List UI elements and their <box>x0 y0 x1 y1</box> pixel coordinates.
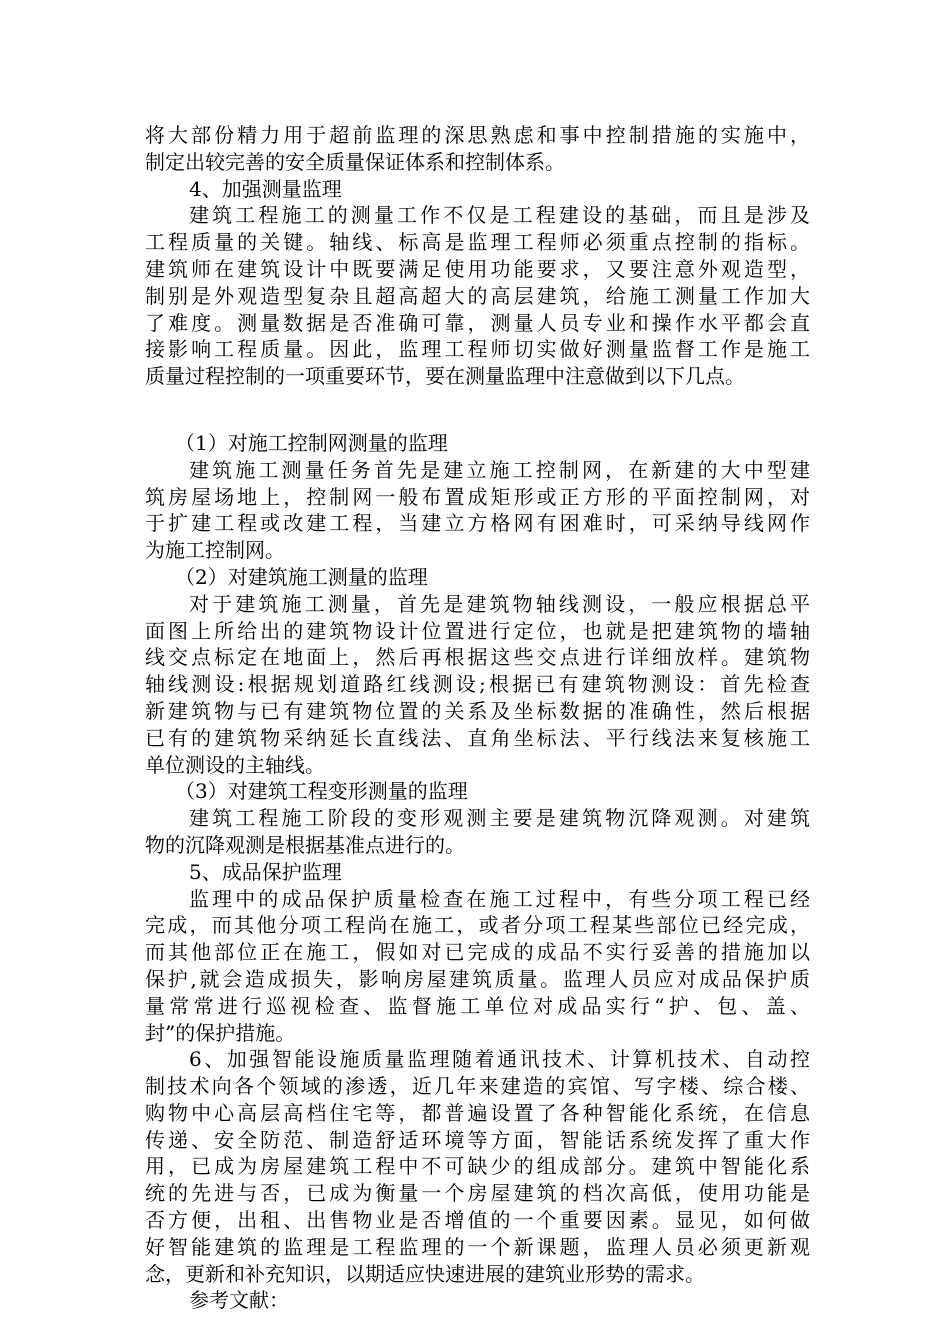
text-line: 封”的保护措施。 <box>145 1020 296 1045</box>
paragraph <box>145 886 810 1047</box>
text-line: 接影响工程质量。因此，监理工程师切实做好测量监督工作是施工 <box>145 337 810 362</box>
text-line: 好智能建筑的监理是工程监理的一个新课题，监理人员必须更新观 <box>145 1234 810 1259</box>
subsection-heading: （2）对建筑施工测量的监理 <box>175 564 428 589</box>
text-line: 筑房屋场地上，控制网一般布置成矩形或正方形的平面控制网，对 <box>145 484 810 509</box>
paragraph <box>145 122 810 176</box>
text-line: 购物中心高层高档住宅等，都普遍设置了各种智能化系统，在信息 <box>145 1100 810 1125</box>
subsection-heading: （1）对施工控制网测量的监理 <box>175 430 448 455</box>
subsection-heading: （3）对建筑工程变形测量的监理 <box>175 779 468 804</box>
text-line: 已有的建筑物采纳延长直线法、直角坐标法、平行线法来复核施工 <box>145 725 810 750</box>
text-line: 于扩建工程或改建工程，当建立方格网有困难时，可采纳导线网作 <box>145 511 810 536</box>
text-line: 念，更新和补充知识，以期适应快速进展的建筑业形势的需求。 <box>145 1261 705 1286</box>
paragraph <box>145 202 810 390</box>
paragraph <box>145 805 810 859</box>
document-body <box>145 122 810 1314</box>
text-line: 制定出较完善的安全质量保证体系和控制体系。 <box>145 149 565 174</box>
paragraph <box>145 1046 810 1287</box>
text-line: 将大部份精力用于超前监理的深思熟虑和事中控制措施的实施中， <box>145 123 810 147</box>
paragraph-gap <box>145 390 810 430</box>
text-line: 建筑工程施工阶段的变形观测主要是建筑物沉降观测。对建筑 <box>189 806 810 831</box>
text-line: 轴线测设:根据规划道路红线测设;根据已有建筑物测设：首先检查 <box>145 672 810 697</box>
text-line: 物的沉降观测是根据基准点进行的。 <box>145 832 465 857</box>
text-line: 为施工控制网。 <box>145 538 285 563</box>
text-line: 工程质量的关键。轴线、标高是监理工程师必须重点控制的指标。 <box>145 230 810 255</box>
text-line: 新建筑物与已有建筑物位置的关系及坐标数据的准确性，然后根据 <box>145 698 810 723</box>
text-line: 建筑施工测量任务首先是建立施工控制网，在新建的大中型建 <box>189 457 810 482</box>
text-line: 质量过程控制的一项重要环节，要在测量监理中注意做到以下几点。 <box>145 364 745 389</box>
text-line: 建筑师在建筑设计中既要满足使用功能要求，又要注意外观造型， <box>145 256 810 281</box>
paragraph <box>145 591 810 779</box>
text-line: 否方便，出租、出售物业是否增值的一个重要因素。显见，如何做 <box>145 1208 810 1233</box>
text-line: 了难度。测量数据是否准确可靠，测量人员专业和操作水平都会直 <box>145 310 810 335</box>
text-line: 而其他部位正在施工，假如对已完成的成品不实行妥善的措施加以 <box>145 940 810 965</box>
text-line: 用，已成为房屋建筑工程中不可缺少的组成部分。建筑中智能化系 <box>145 1154 810 1179</box>
text-line: 建筑工程施工的测量工作不仅是工程建设的基础，而且是涉及 <box>189 203 810 228</box>
text-line: 单位测设的主轴线。 <box>145 752 325 777</box>
section-heading: 参考文献： <box>189 1288 289 1313</box>
text-line: 量常常进行巡视检查、监督施工单位对成品实行“护、包、盖、 <box>145 993 810 1018</box>
text-line: 完成，而其他分项工程尚在施工，或者分项工程某些部位已经完成， <box>145 913 810 938</box>
text-line: 对于建筑施工测量，首先是建筑物轴线测设，一般应根据总平 <box>189 591 810 616</box>
section-heading: 5、成品保护监理 <box>189 859 342 884</box>
text-line: 面图上所给出的建筑物设计位置进行定位，也就是把建筑物的墙轴 <box>145 618 810 643</box>
text-line: 制技术向各个领域的渗透，近几年来建造的宾馆、写字楼、综合楼、 <box>145 1074 810 1099</box>
text-line: 统的先进与否，已成为衡量一个房屋建筑的档次高低，使用功能是 <box>145 1181 810 1206</box>
text-line: 传递、安全防范、制造舒适环境等方面，智能话系统发挥了重大作 <box>145 1127 810 1152</box>
text-line: 保护,就会造成损失，影响房屋建筑质量。监理人员应对成品保护质 <box>145 966 810 991</box>
text-line: 监理中的成品保护质量检查在施工过程中，有些分项工程已经 <box>189 886 810 911</box>
section-heading: 4、加强测量监理 <box>189 176 342 201</box>
text-line: 线交点标定在地面上，然后再根据这些交点进行详细放样。建筑物 <box>145 645 810 670</box>
text-line: 6、加强智能设施质量监理随着通讯技术、计算机技术、自动控 <box>189 1047 810 1072</box>
paragraph <box>145 457 810 564</box>
text-line: 制别是外观造型复杂且超高超大的高层建筑，给施工测量工作加大 <box>145 283 810 308</box>
